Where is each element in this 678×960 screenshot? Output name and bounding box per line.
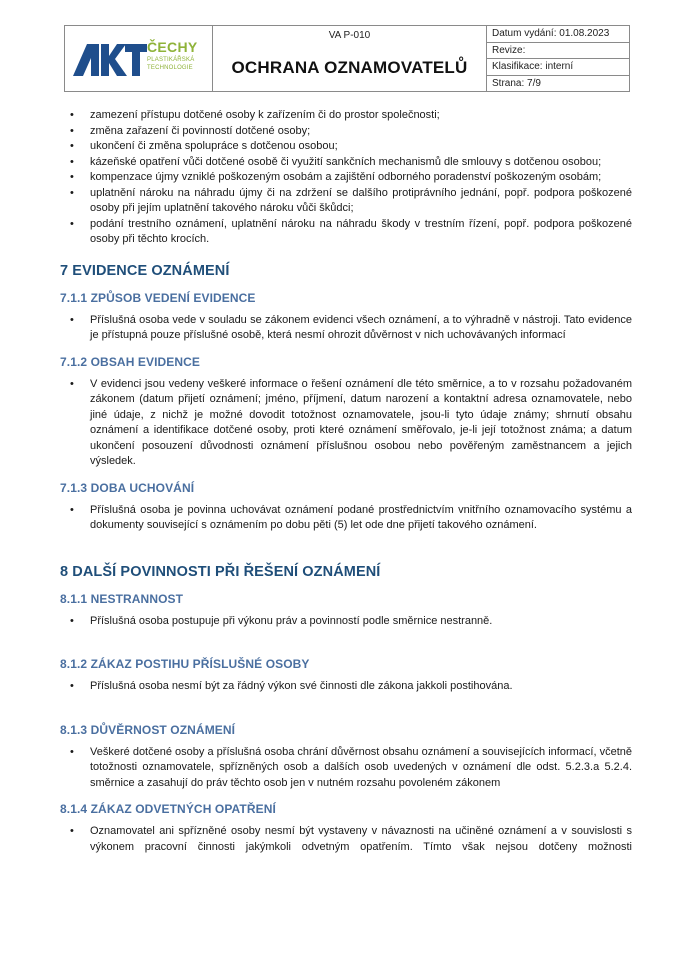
- company-logo: [65, 26, 213, 91]
- document-header: [64, 25, 630, 92]
- subsection-8-1-3-heading: 8.1.3 DŮVĚRNOST OZNÁMENÍ: [60, 722, 236, 737]
- classification: Klasifikace: interní: [487, 59, 629, 76]
- subsection-7-1-1-heading: 7.1.1 ZPŮSOB VEDENÍ EVIDENCE: [60, 290, 256, 305]
- document-info: [487, 26, 629, 91]
- measures-list: [60, 108, 632, 248]
- logo-name: ČECHY: [147, 39, 198, 55]
- issue-date: Datum vydání: 01.08.2023: [487, 26, 629, 43]
- list-item: • kázeňské opatření vůči dotčené osobě či využití sankčních mechanismů dle smlouvy s dotčenou osobou;: [60, 155, 632, 171]
- page-number: Strana: 7/9: [492, 77, 541, 89]
- list-item: • Příslušná osoba nesmí být za řádný výkon své činnosti dle zákona jakkoli postihována.: [60, 679, 632, 695]
- list-item: • Příslušná osoba postupuje při výkonu práv a povinností podle směrnice nestranně.: [60, 614, 632, 630]
- list-item: • podání trestního oznámení, uplatnění nároku na náhradu škody v trestním řízení, popř. podpora poškozené osoby při těchto krocích.: [60, 217, 632, 248]
- logo-subtitle-2: TECHNOLOGIE: [147, 65, 193, 71]
- list-item: • zamezení přístupu dotčené osoby k zařízením či do prostor společnosti;: [60, 108, 632, 124]
- subsection-7-1-2-heading: 7.1.2 OBSAH EVIDENCE: [60, 354, 201, 369]
- list-item: • ukončení či změna spolupráce s dotčenou osobou;: [60, 139, 632, 155]
- document-title: OCHRANA OZNAMOVATELŮ: [231, 58, 468, 77]
- document-body: [60, 105, 632, 855]
- subsection-8-1-3-list: [60, 745, 632, 792]
- subsection-7-1-2-list: [60, 377, 632, 470]
- subsection-8-1-2-list: [60, 679, 632, 695]
- list-item: • uplatnění nároku na náhradu újmy či na zdržení se dalšího protiprávního jednání, popř. podpora poškozené osoby při jejím uplatnění takového nároku vůči škůdci;: [60, 186, 632, 217]
- list-item: • změna zařazení či povinností dotčené osoby;: [60, 124, 632, 140]
- subsection-7-1-3-list: [60, 503, 632, 534]
- subsection-8-1-1-heading: 8.1.1 NESTRANNOST: [60, 591, 184, 606]
- document-code: VA P-010: [328, 30, 371, 41]
- list-item: • Příslušná osoba vede v souladu se zákonem evidenci všech oznámení, a to výhradně v nástroji. Tato evidence je přístupná pouze příslušné osobě, která nesmí ohrozit důvěrnost v nich uchovávaných informací: [60, 313, 632, 344]
- subsection-8-1-1-list: [60, 614, 632, 630]
- list-item: • kompenzace újmy vzniklé poškozeným osobám a zajištění odborného poradenství poškozeným osobám;: [60, 170, 632, 186]
- list-item: • Oznamovatel ani spřízněné osoby nesmí být vystaveny v návaznosti na učiněné oznámení a v souvislosti s výkonem pracovní činnosti jakýmkoli odvetným opatřením. Tímto však nejsou dotčeny možnosti: [60, 824, 632, 855]
- section-7-heading: 7 EVIDENCE OZNÁMENÍ: [60, 262, 230, 279]
- subsection-8-1-4-heading: 8.1.4 ZÁKAZ ODVETNÝCH OPATŘENÍ: [60, 802, 276, 816]
- akt-logo-icon: [73, 44, 147, 76]
- subsection-8-1-2-heading: 8.1.2 ZÁKAZ POSTIHU PŘÍSLUŠNÉ OSOBY: [60, 657, 310, 671]
- logo-subtitle-1: PLASTIKÁŘSKÁ: [147, 57, 195, 63]
- title-cell: [213, 26, 487, 91]
- subsection-7-1-1-list: [60, 313, 632, 344]
- list-item: • Veškeré dotčené osoby a příslušná osoba chrání důvěrnost obsahu oznámení a souvisejících informací, včetně totožnosti oznamovatele, spřízněných osob a dalších osob uvedených v oznámení dle odst. 5.2.3.a 5.2.4. směrnice a zasahují do práv těchto osob jen v nutném rozsahu povoleném zákonem: [60, 745, 632, 792]
- section-8-heading: 8 DALŠÍ POVINNOSTI PŘI ŘEŠENÍ OZNÁMENÍ: [60, 563, 381, 580]
- subsection-8-1-4-list: [60, 824, 632, 855]
- list-item: • Příslušná osoba je povinna uchovávat oznámení podané prostřednictvím vnitřního oznamovacího systému a dokumenty související s oznámením po dobu pěti (5) let ode dne přijetí takového oznámení.: [60, 503, 632, 534]
- revision: Revize:: [487, 43, 629, 60]
- list-item: • V evidenci jsou vedeny veškeré informace o řešení oznámení dle této směrnice, a to v rozsahu požadovaném zákonem (datum přijetí oznámení; jméno, příjmení, datum narození a kontaktní adresa oznamovatele, nebo jiné údaje, z nichž je možné dovodit totožnost oznamovatele, jsou-li tyto údaje známy; shrnutí obsahu oznámení a identifikace dotčené osoby, proti které oznámení směřovalo, je-li její totožnost známa; a datum ukončení posouzení důvodnosti oznámení příslušnou osobou nebo pověřeným zaměstnancem a jejich výsledek.: [60, 377, 632, 470]
- subsection-7-1-3-heading: 7.1.3 DOBA UCHOVÁNÍ: [60, 480, 195, 495]
